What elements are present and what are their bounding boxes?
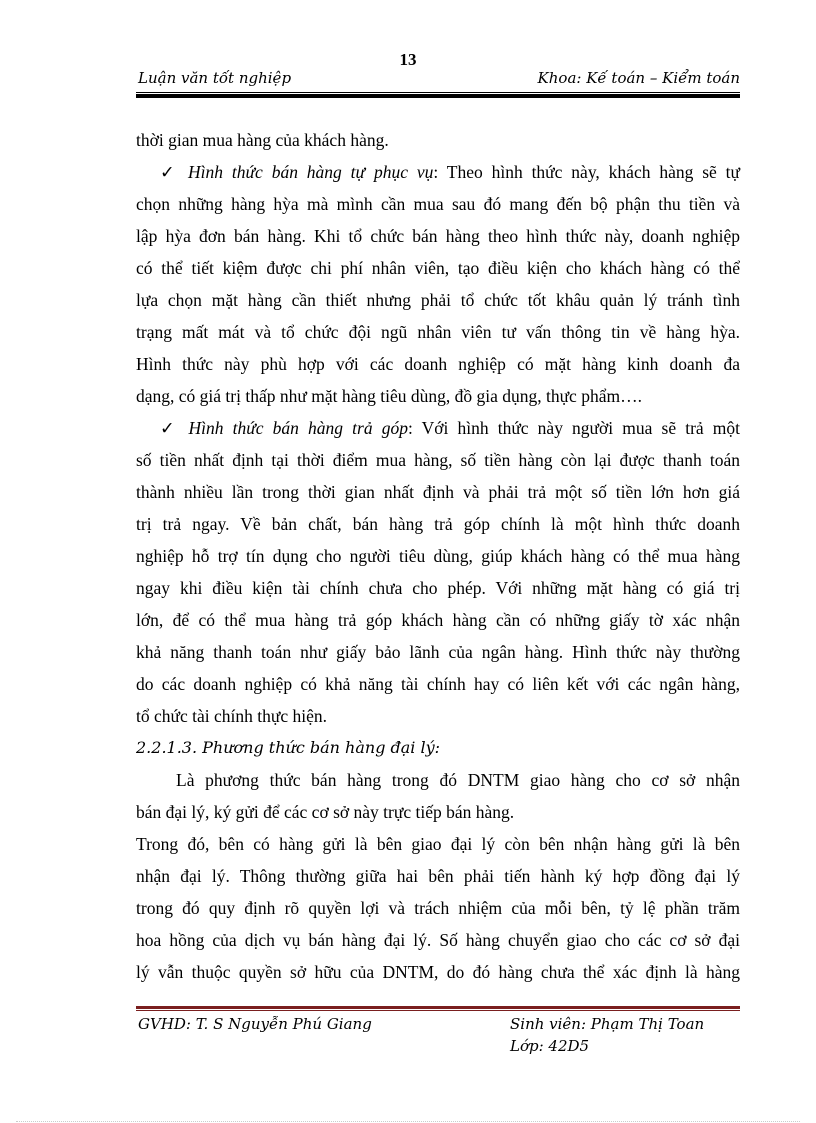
text-line <box>136 956 740 988</box>
header-rule-thick <box>136 94 740 98</box>
section-heading <box>136 732 740 764</box>
bullet-term: Hình thức bán hàng tự phục vụ <box>188 162 434 182</box>
text-line <box>136 636 740 668</box>
text-line <box>136 668 740 700</box>
checkmark-icon: ✓ <box>160 162 180 182</box>
text-line <box>136 412 740 444</box>
line-text: số tiền nhất định tại thời điểm mua hàng, số tiền hàng còn lại được thanh toán <box>136 450 740 470</box>
line-text: trong đó quy định rõ quyền lợi và trách nhiệm của mỗi bên, tỷ lệ phần trăm <box>136 898 740 918</box>
text-line <box>136 828 740 860</box>
line-text: dạng, có giá trị thấp như mặt hàng tiêu dùng, đồ gia dụng, thực phẩm…. <box>136 386 642 406</box>
text-line <box>136 220 740 252</box>
line-text: : Với hình thức này người mua sẽ trả một <box>407 418 740 438</box>
text-line <box>136 380 740 412</box>
bullet-term: Hình thức bán hàng trả góp <box>188 418 408 438</box>
header-faculty: Khoa: Kế toán – Kiểm toán <box>537 69 740 87</box>
line-text: Là phương thức bán hàng trong đó DNTM giao hàng cho cơ sở nhận <box>176 770 740 790</box>
line-text: hoa hồng của dịch vụ bán hàng đại lý. Số hàng chuyển giao cho các cơ sở đại <box>136 930 740 950</box>
line-text: có thể tiết kiệm được chi phí nhân viên, tạo điều kiện cho khách hàng có thể <box>136 258 740 278</box>
line-text: lựa chọn mặt hàng cần thiết nhưng phải tổ chức tốt khâu quản lý tránh tình <box>136 290 740 310</box>
text-line <box>136 924 740 956</box>
document-body <box>136 124 740 988</box>
header-thesis-title: Luận văn tốt nghiệp <box>138 69 292 87</box>
line-text: 2.2.1.3. Phương thức bán hàng đại lý: <box>136 738 441 757</box>
line-text: lý vẫn thuộc quyền sở hữu của DNTM, do đó hàng chưa thể xác định là hàng <box>136 962 740 982</box>
line-text: Trong đó, bên có hàng gửi là bên giao đại lý còn bên nhận hàng gửi là bên <box>136 834 740 854</box>
text-line <box>136 348 740 380</box>
footer-rule-thick <box>136 1006 740 1009</box>
line-text: chọn những hàng hỳa mà mình cần mua sau đó mang đến bộ phận thu tiền và <box>136 194 740 214</box>
line-text: do các doanh nghiệp có khả năng tài chính hay có liên kết với các ngân hàng, <box>136 674 740 694</box>
text-line <box>136 252 740 284</box>
line-text: : Theo hình thức này, khách hàng sẽ tự <box>433 162 741 182</box>
text-line <box>136 476 740 508</box>
line-text: bán đại lý, ký gửi để các cơ sở này trực tiếp bán hàng. <box>136 802 515 822</box>
text-line <box>136 284 740 316</box>
text-line <box>136 188 740 220</box>
line-text: tổ chức tài chính thực hiện. <box>136 706 327 726</box>
text-line <box>136 444 740 476</box>
line-text: thời gian mua hàng của khách hàng. <box>136 130 389 150</box>
footer-student <box>510 1013 704 1057</box>
line-text: nhận đại lý. Thông thường giữa hai bên phải tiến hành ký hợp đồng đại lý <box>136 866 740 886</box>
text-line <box>136 508 740 540</box>
text-line <box>136 796 740 828</box>
checkmark-icon: ✓ <box>160 418 180 438</box>
line-text: lập hỳa đơn bán hàng. Khi tổ chức bán hàng theo hình thức này, doanh nghiệp <box>136 226 740 246</box>
footer-student-name: Sinh viên: Phạm Thị Toan <box>510 1015 705 1033</box>
line-text: nghiệp hỗ trợ tín dụng cho người tiêu dùng, giúp khách hàng có thể mua hàng <box>136 546 740 566</box>
header-rule-thin <box>136 92 740 93</box>
page-edge-dotted-line <box>16 1121 800 1122</box>
text-line <box>136 572 740 604</box>
footer-class: Lớp: 42D5 <box>510 1037 590 1055</box>
text-line <box>136 860 740 892</box>
text-line <box>136 764 740 796</box>
footer-rule-thin <box>136 1010 740 1011</box>
line-text: Hình thức này phù hợp với các doanh nghiệp có mặt hàng kinh doanh đa <box>136 354 740 374</box>
text-line <box>136 156 740 188</box>
text-line <box>136 540 740 572</box>
text-line <box>136 892 740 924</box>
line-text: lớn, để có thể mua hàng trả góp khách hàng cần có những giấy tờ xác nhận <box>136 610 740 630</box>
text-line <box>136 124 740 156</box>
text-line <box>136 700 740 732</box>
text-line <box>136 316 740 348</box>
line-text: trị trả ngay. Về bản chất, bán hàng trả góp chính là một hình thức doanh <box>136 514 740 534</box>
page-number: 13 <box>399 50 417 69</box>
line-text: thành nhiều lần trong thời gian nhất định và phải trả một số tiền lớn hơn giá <box>136 482 740 502</box>
text-line <box>136 604 740 636</box>
line-text: ngay khi điều kiện tài chính chưa cho phép. Với những mặt hàng có giá trị <box>136 578 740 598</box>
footer-advisor: GVHD: T. S Nguyễn Phú Giang <box>138 1015 372 1033</box>
line-text: khả năng thanh toán như giấy bảo lãnh của ngân hàng. Hình thức này thường <box>136 642 740 662</box>
line-text: trạng mất mát và tổ chức đội ngũ nhân viên tư vấn thông tin về hàng hỳa. <box>136 322 740 342</box>
